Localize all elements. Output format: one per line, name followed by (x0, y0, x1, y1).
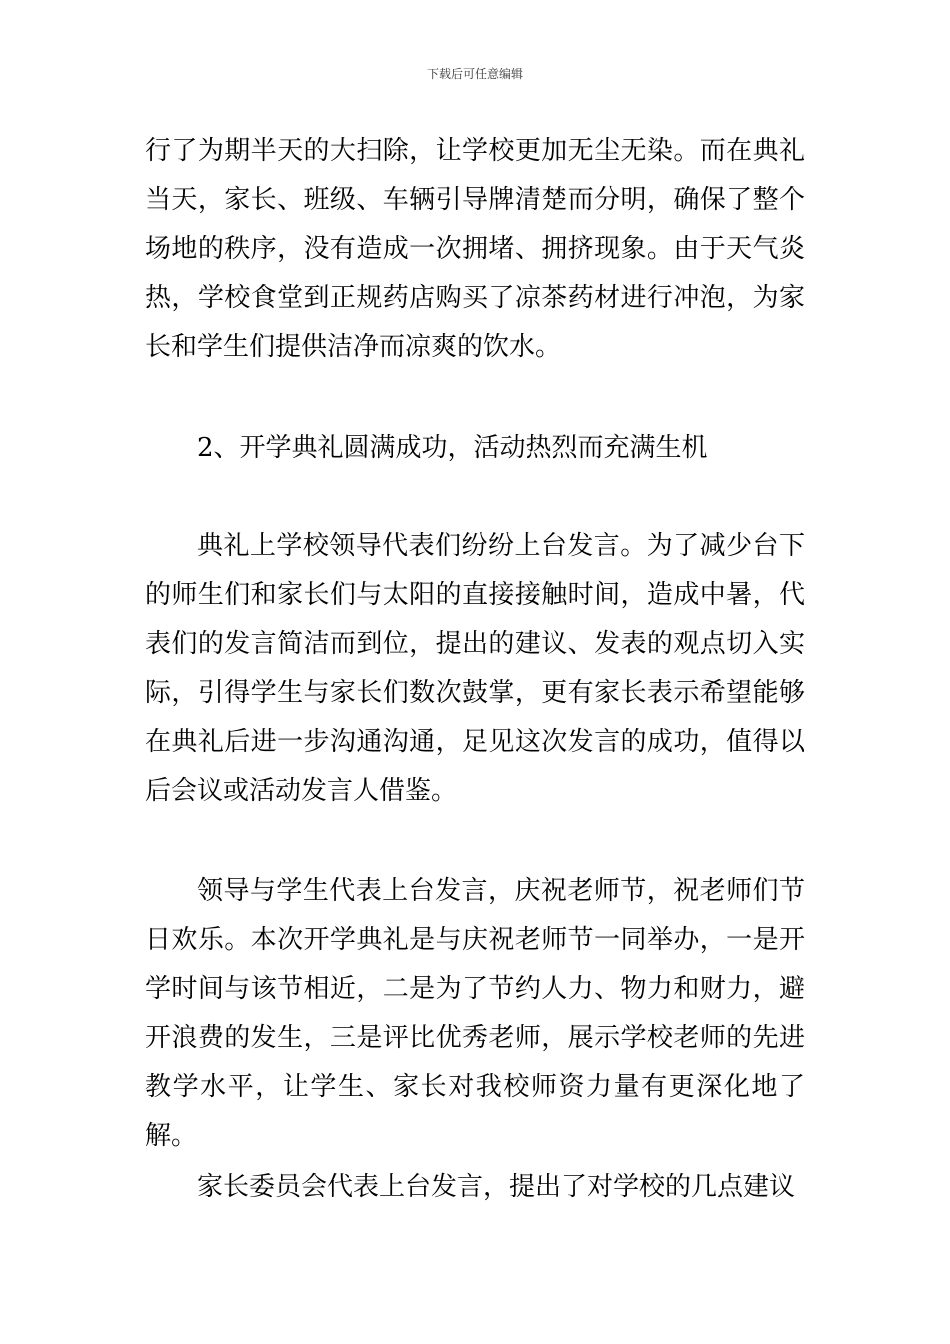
paragraph-cleanup: 行了为期半天的大扫除，让学校更加无尘无染。而在典礼当天，家长、班级、车辆引导牌清楚而分明，确保了整个场地的秩序，没有造成一次拥堵、拥挤现象。由于天气炎热，学校食堂到正规药店购买了凉茶药材进行冲泡，为家长和学生们提供洁净而凉爽的饮水。 (145, 136, 805, 362)
paragraph-speeches: 典礼上学校领导代表们纷纷上台发言。为了减少台下的师生们和家长们与太阳的直接接触时间，造成中暑，代表们的发言简洁而到位，提出的建议、发表的观点切入实际，引得学生与家长们数次鼓掌，更有家长表示希望能够在典礼后进一步沟通沟通，足见这次发言的成功，值得以后会议或活动发言人借鉴。 (145, 531, 805, 806)
page-header: 下载后可任意编辑 (426, 67, 523, 81)
paragraph-teachers-day: 领导与学生代表上台发言，庆祝老师节，祝老师们节日欢乐。本次开学典礼是与庆祝老师节一同举办，一是开学时间与该节相近，二是为了节约人力、物力和财力，避开浪费的发生，三是评比优秀老师，展示学校老师的先进教学水平，让学生、家长对我校师资力量有更深化地了解。 (145, 876, 805, 1151)
section-heading: 2、开学典礼圆满成功，活动热烈而充满生机 (197, 433, 708, 463)
paragraph-parents-committee: 家长委员会代表上台发言，提出了对学校的几点建议 (197, 1172, 796, 1202)
